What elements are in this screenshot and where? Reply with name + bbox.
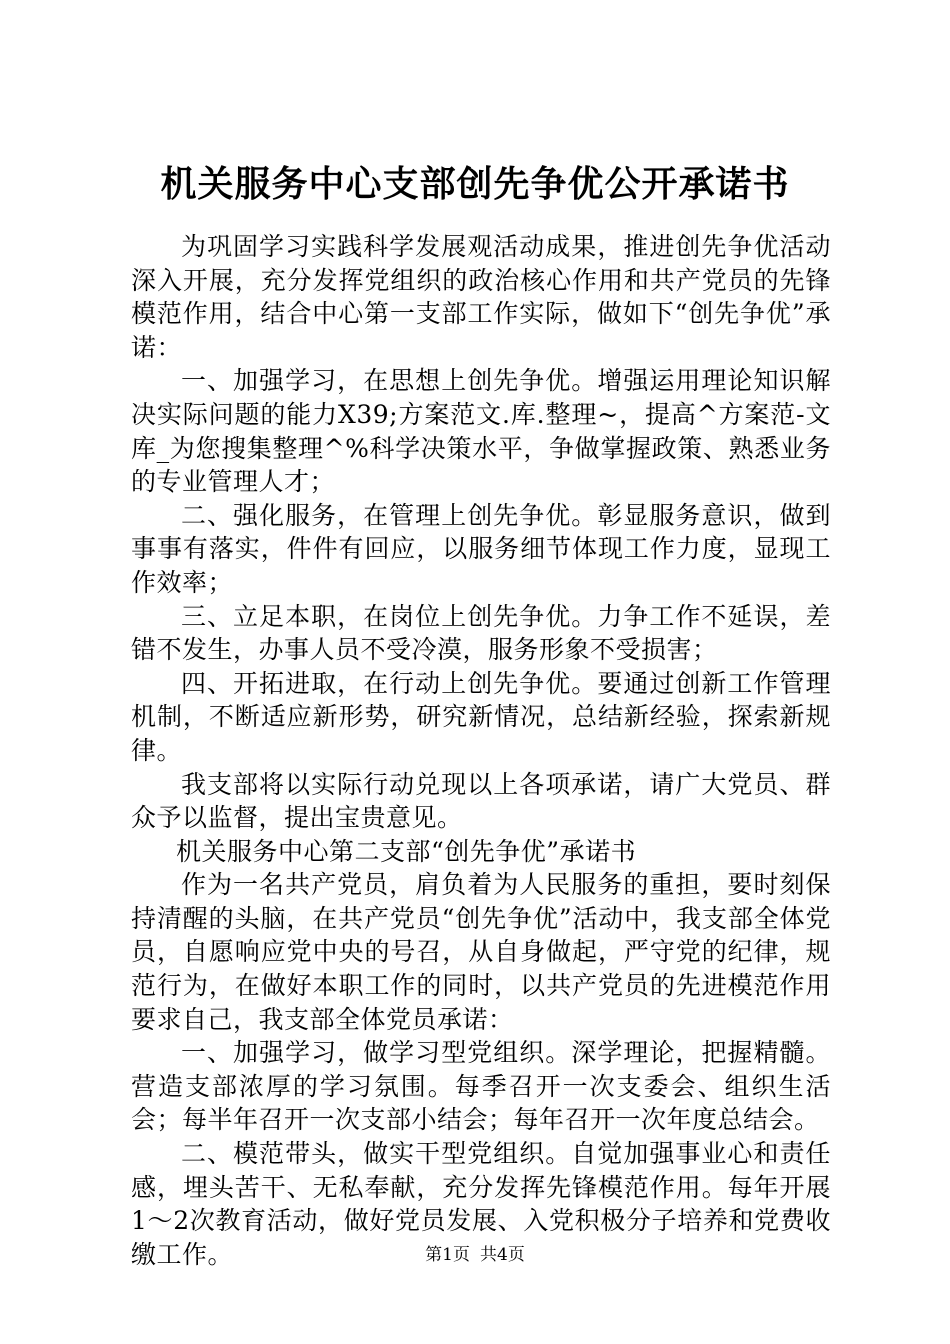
page-number: 第1页 [425, 1245, 470, 1265]
paragraph-item-1: 一、加强学习，在思想上创先争优。增强运用理论知识解决实际问题的能力X39;方案范文.库.整理~，提高^方案范-文库_为您搜集整理^%科学决策水平，争做掌握政策、熟悉业务的专业管理人才； [131, 366, 831, 497]
paragraph-closing: 我支部将以实际行动兑现以上各项承诺，请广大党员、群众予以监督，提出宝贵意见。 [131, 769, 831, 833]
paragraph-second-item-2: 二、模范带头，做实干型党组织。自觉加强事业心和责任感，埋头苦干、无私奉献，充分发挥先锋模范作用。每年开展1～2次教育活动，做好党员发展、入党积极分子培养和党费收缴工作。 [131, 1139, 831, 1269]
section-heading-second-branch: 机关服务中心第二支部“创先争优”承诺书 [176, 836, 637, 866]
paragraph-item-2: 二、强化服务，在管理上创先争优。彰显服务意识，做到事事有落实，件件有回应，以服务细节体现工作力度，显现工作效率； [131, 500, 831, 597]
document-body [131, 230, 831, 1271]
paragraph-item-3: 三、立足本职，在岗位上创先争优。力争工作不延误，差错不发生，办事人员不受冷漠，服务形象不受损害； [131, 601, 831, 665]
paragraph-second-intro: 作为一名共产党员，肩负着为人民服务的重担，要时刻保持清醒的头脑，在共产党员“创先争优”活动中，我支部全体党员，自愿响应党中央的号召，从自身做起，严守党的纪律，规范行为，在做好本职工作的同时，以共产党员的先进模范作用要求自己，我支部全体党员承诺： [131, 870, 831, 1034]
document-title: 机关服务中心支部创先争优公开承诺书 [160, 163, 790, 205]
paragraph-item-4: 四、开拓进取，在行动上创先争优。要通过创新工作管理机制，不断适应新形势，研究新情况，总结新经验，探索新规律。 [131, 668, 831, 765]
page-footer [0, 1244, 950, 1266]
paragraph-intro: 为巩固学习实践科学发展观活动成果，推进创先争优活动深入开展，充分发挥党组织的政治核心作用和共产党员的先锋模范作用，结合中心第一支部工作实际，做如下“创先争优”承诺： [131, 232, 831, 362]
page-total: 共4页 [480, 1245, 525, 1265]
paragraph-second-item-1: 一、加强学习，做学习型党组织。深学理论，把握精髓。营造支部浓厚的学习氛围。每季召开一次支委会、组织生活会；每半年召开一次支部小结会；每年召开一次年度总结会。 [131, 1038, 831, 1135]
